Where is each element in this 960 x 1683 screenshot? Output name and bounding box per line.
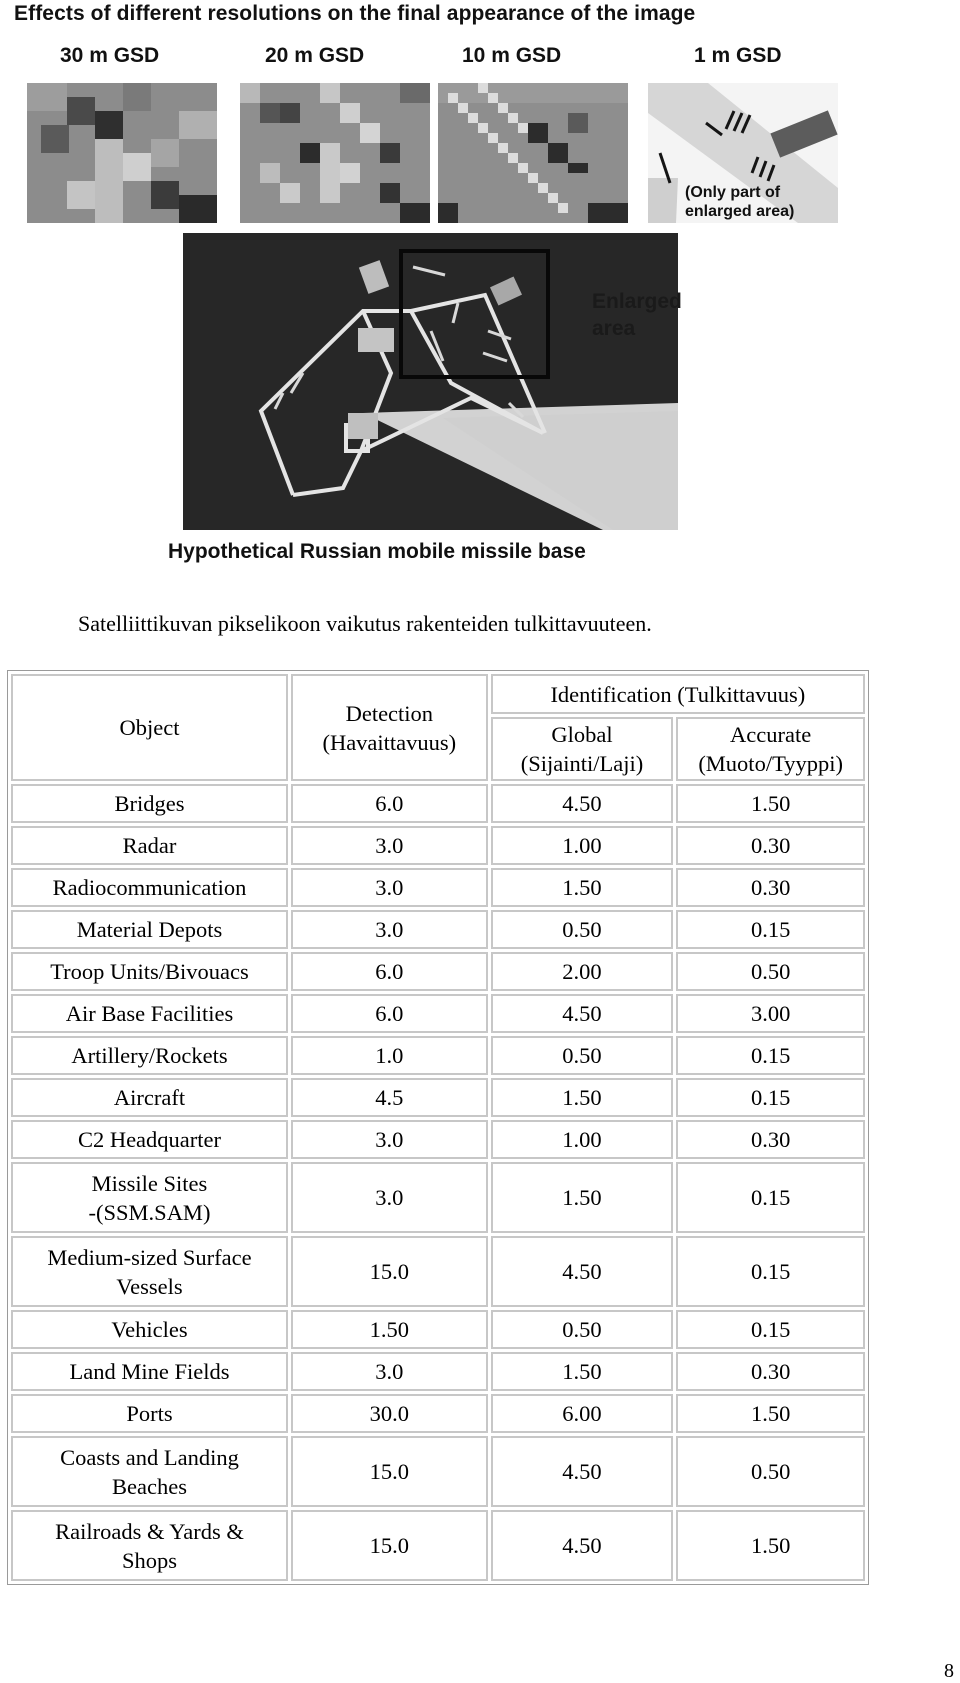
cell-accurate: 0.15 [676, 1310, 865, 1349]
aerial-overview-image [183, 233, 678, 530]
cell-global: 4.50 [491, 1436, 674, 1507]
gsd-1m-note [685, 183, 794, 221]
table-row [11, 1352, 865, 1391]
cell-accurate: 0.30 [676, 1352, 865, 1391]
resolution-table [7, 670, 869, 1585]
cell-detection: 30.0 [291, 1394, 488, 1433]
table-row [11, 784, 865, 823]
figure-caption: Satelliittikuvan pikselikoon vaikutus rakenteiden tulkittavuuteen. [78, 611, 652, 636]
cell-global: 6.00 [491, 1394, 674, 1433]
cell-detection: 3.0 [291, 1120, 488, 1159]
header-detection-line2: (Havaittavuus) [322, 729, 457, 755]
cell-object-line: Missile Sites [91, 1170, 208, 1196]
cell-detection: 3.0 [291, 1352, 488, 1391]
cell-global: 1.50 [491, 1078, 674, 1117]
cell-object-line: Troop Units/Bivouacs [50, 959, 249, 984]
table-row [11, 1510, 865, 1581]
cell-detection: 6.0 [291, 994, 488, 1033]
cell-global: 1.50 [491, 1162, 674, 1233]
table-row [11, 1036, 865, 1075]
cell-accurate: 0.15 [676, 1036, 865, 1075]
gsd-label-30m: 30 m GSD [60, 44, 160, 67]
cell-detection: 3.0 [291, 868, 488, 907]
header-global [491, 717, 674, 781]
page-number: 8 [944, 1660, 954, 1682]
header-object: Object [11, 674, 288, 781]
cell-global: 1.00 [491, 826, 674, 865]
cell-object [11, 1120, 288, 1159]
header-global-line2: (Sijainti/Laji) [520, 751, 644, 776]
cell-object [11, 1436, 288, 1507]
cell-detection: 15.0 [291, 1436, 488, 1507]
table-row [11, 868, 865, 907]
cell-object [11, 1036, 288, 1075]
cell-object-line: Vehicles [111, 1317, 188, 1342]
cell-global: 0.50 [491, 910, 674, 949]
header-detection [291, 674, 488, 781]
table-row [11, 1394, 865, 1433]
gsd-30m-image [27, 83, 217, 223]
cell-object-line: Vessels [116, 1273, 183, 1299]
cell-object-line: Radar [122, 833, 177, 858]
cell-object [11, 1078, 288, 1117]
table-row [11, 910, 865, 949]
gsd-1m-note-line1: (Only part of [685, 184, 781, 201]
cell-accurate: 1.50 [676, 1510, 865, 1581]
cell-object-line: Land Mine Fields [69, 1359, 230, 1384]
cell-detection: 6.0 [291, 784, 488, 823]
cell-object [11, 952, 288, 991]
cell-accurate: 0.30 [676, 826, 865, 865]
table-row [11, 952, 865, 991]
table-row [11, 994, 865, 1033]
cell-object-line: Aircraft [113, 1085, 186, 1110]
cell-detection: 3.0 [291, 1162, 488, 1233]
table-row [11, 1078, 865, 1117]
cell-object [11, 784, 288, 823]
header-accurate-line1: Accurate [730, 722, 812, 747]
enlarged-area-label-line1: Enlarged [592, 290, 682, 313]
table-row [11, 1236, 865, 1307]
figure-base-caption: Hypothetical Russian mobile missile base [168, 540, 586, 563]
cell-accurate: 0.15 [676, 910, 865, 949]
cell-accurate: 0.50 [676, 952, 865, 991]
cell-object-line: C2 Headquarter [77, 1127, 222, 1152]
cell-object [11, 868, 288, 907]
cell-accurate: 1.50 [676, 1394, 865, 1433]
cell-object [11, 1394, 288, 1433]
cell-accurate: 0.15 [676, 1078, 865, 1117]
cell-object-line: -(SSM.SAM) [88, 1199, 211, 1225]
cell-detection: 4.5 [291, 1078, 488, 1117]
cell-global: 4.50 [491, 784, 674, 823]
header-accurate-line2: (Muoto/Tyyppi) [698, 751, 843, 776]
cell-detection: 15.0 [291, 1236, 488, 1307]
cell-object [11, 1352, 288, 1391]
cell-object [11, 1236, 288, 1307]
cell-global: 2.00 [491, 952, 674, 991]
figure-title: Effects of different resolutions on the final appearance of the image [14, 2, 696, 25]
cell-detection: 3.0 [291, 826, 488, 865]
cell-detection: 6.0 [291, 952, 488, 991]
cell-accurate: 0.15 [676, 1236, 865, 1307]
gsd-20m-image [240, 83, 430, 223]
cell-global: 1.50 [491, 1352, 674, 1391]
cell-global: 0.50 [491, 1310, 674, 1349]
cell-global: 4.50 [491, 994, 674, 1033]
table-row [11, 826, 865, 865]
table-row [11, 1436, 865, 1507]
cell-object-line: Shops [121, 1547, 177, 1573]
cell-accurate: 0.30 [676, 1120, 865, 1159]
cell-object-line: Material Depots [76, 917, 223, 942]
cell-object-line: Medium-sized Surface [47, 1244, 252, 1270]
cell-global: 1.50 [491, 868, 674, 907]
cell-detection: 1.50 [291, 1310, 488, 1349]
gsd-label-1m: 1 m GSD [694, 44, 782, 67]
gsd-10m-image [438, 83, 628, 223]
cell-object [11, 826, 288, 865]
cell-object-line: Artillery/Rockets [71, 1043, 228, 1068]
cell-global: 1.00 [491, 1120, 674, 1159]
header-global-line1: Global [551, 722, 613, 747]
cell-accurate: 0.50 [676, 1436, 865, 1507]
gsd-label-20m: 20 m GSD [265, 44, 365, 67]
cell-global: 4.50 [491, 1236, 674, 1307]
cell-object-line: Ports [126, 1401, 173, 1426]
cell-object-line: Radiocommunication [52, 875, 247, 900]
cell-object-line: Beaches [112, 1473, 187, 1499]
cell-accurate: 0.15 [676, 1162, 865, 1233]
header-accurate [676, 717, 865, 781]
cell-object [11, 1510, 288, 1581]
header-detection-line1: Detection [345, 700, 434, 726]
cell-object-line: Bridges [114, 791, 185, 816]
gsd-1m-note-line2: enlarged area) [685, 203, 795, 220]
table-row [11, 1310, 865, 1349]
table-row [11, 1162, 865, 1233]
enlarged-area-label [592, 288, 682, 342]
header-identification: Identification (Tulkittavuus) [491, 674, 865, 714]
cell-object [11, 994, 288, 1033]
cell-object [11, 1162, 288, 1233]
cell-object [11, 1310, 288, 1349]
enlarged-area-label-line2: area [592, 317, 636, 340]
cell-accurate: 1.50 [676, 784, 865, 823]
table-row [11, 1120, 865, 1159]
gsd-label-10m: 10 m GSD [462, 44, 562, 67]
cell-global: 4.50 [491, 1510, 674, 1581]
cell-object [11, 910, 288, 949]
cell-detection: 3.0 [291, 910, 488, 949]
cell-object-line: Air Base Facilities [65, 1001, 234, 1026]
cell-accurate: 0.30 [676, 868, 865, 907]
cell-object-line: Coasts and Landing [60, 1444, 239, 1470]
cell-global: 0.50 [491, 1036, 674, 1075]
cell-accurate: 3.00 [676, 994, 865, 1033]
table-header-row [11, 674, 865, 714]
cell-detection: 1.0 [291, 1036, 488, 1075]
cell-detection: 15.0 [291, 1510, 488, 1581]
cell-object-line: Railroads & Yards & [55, 1518, 244, 1544]
